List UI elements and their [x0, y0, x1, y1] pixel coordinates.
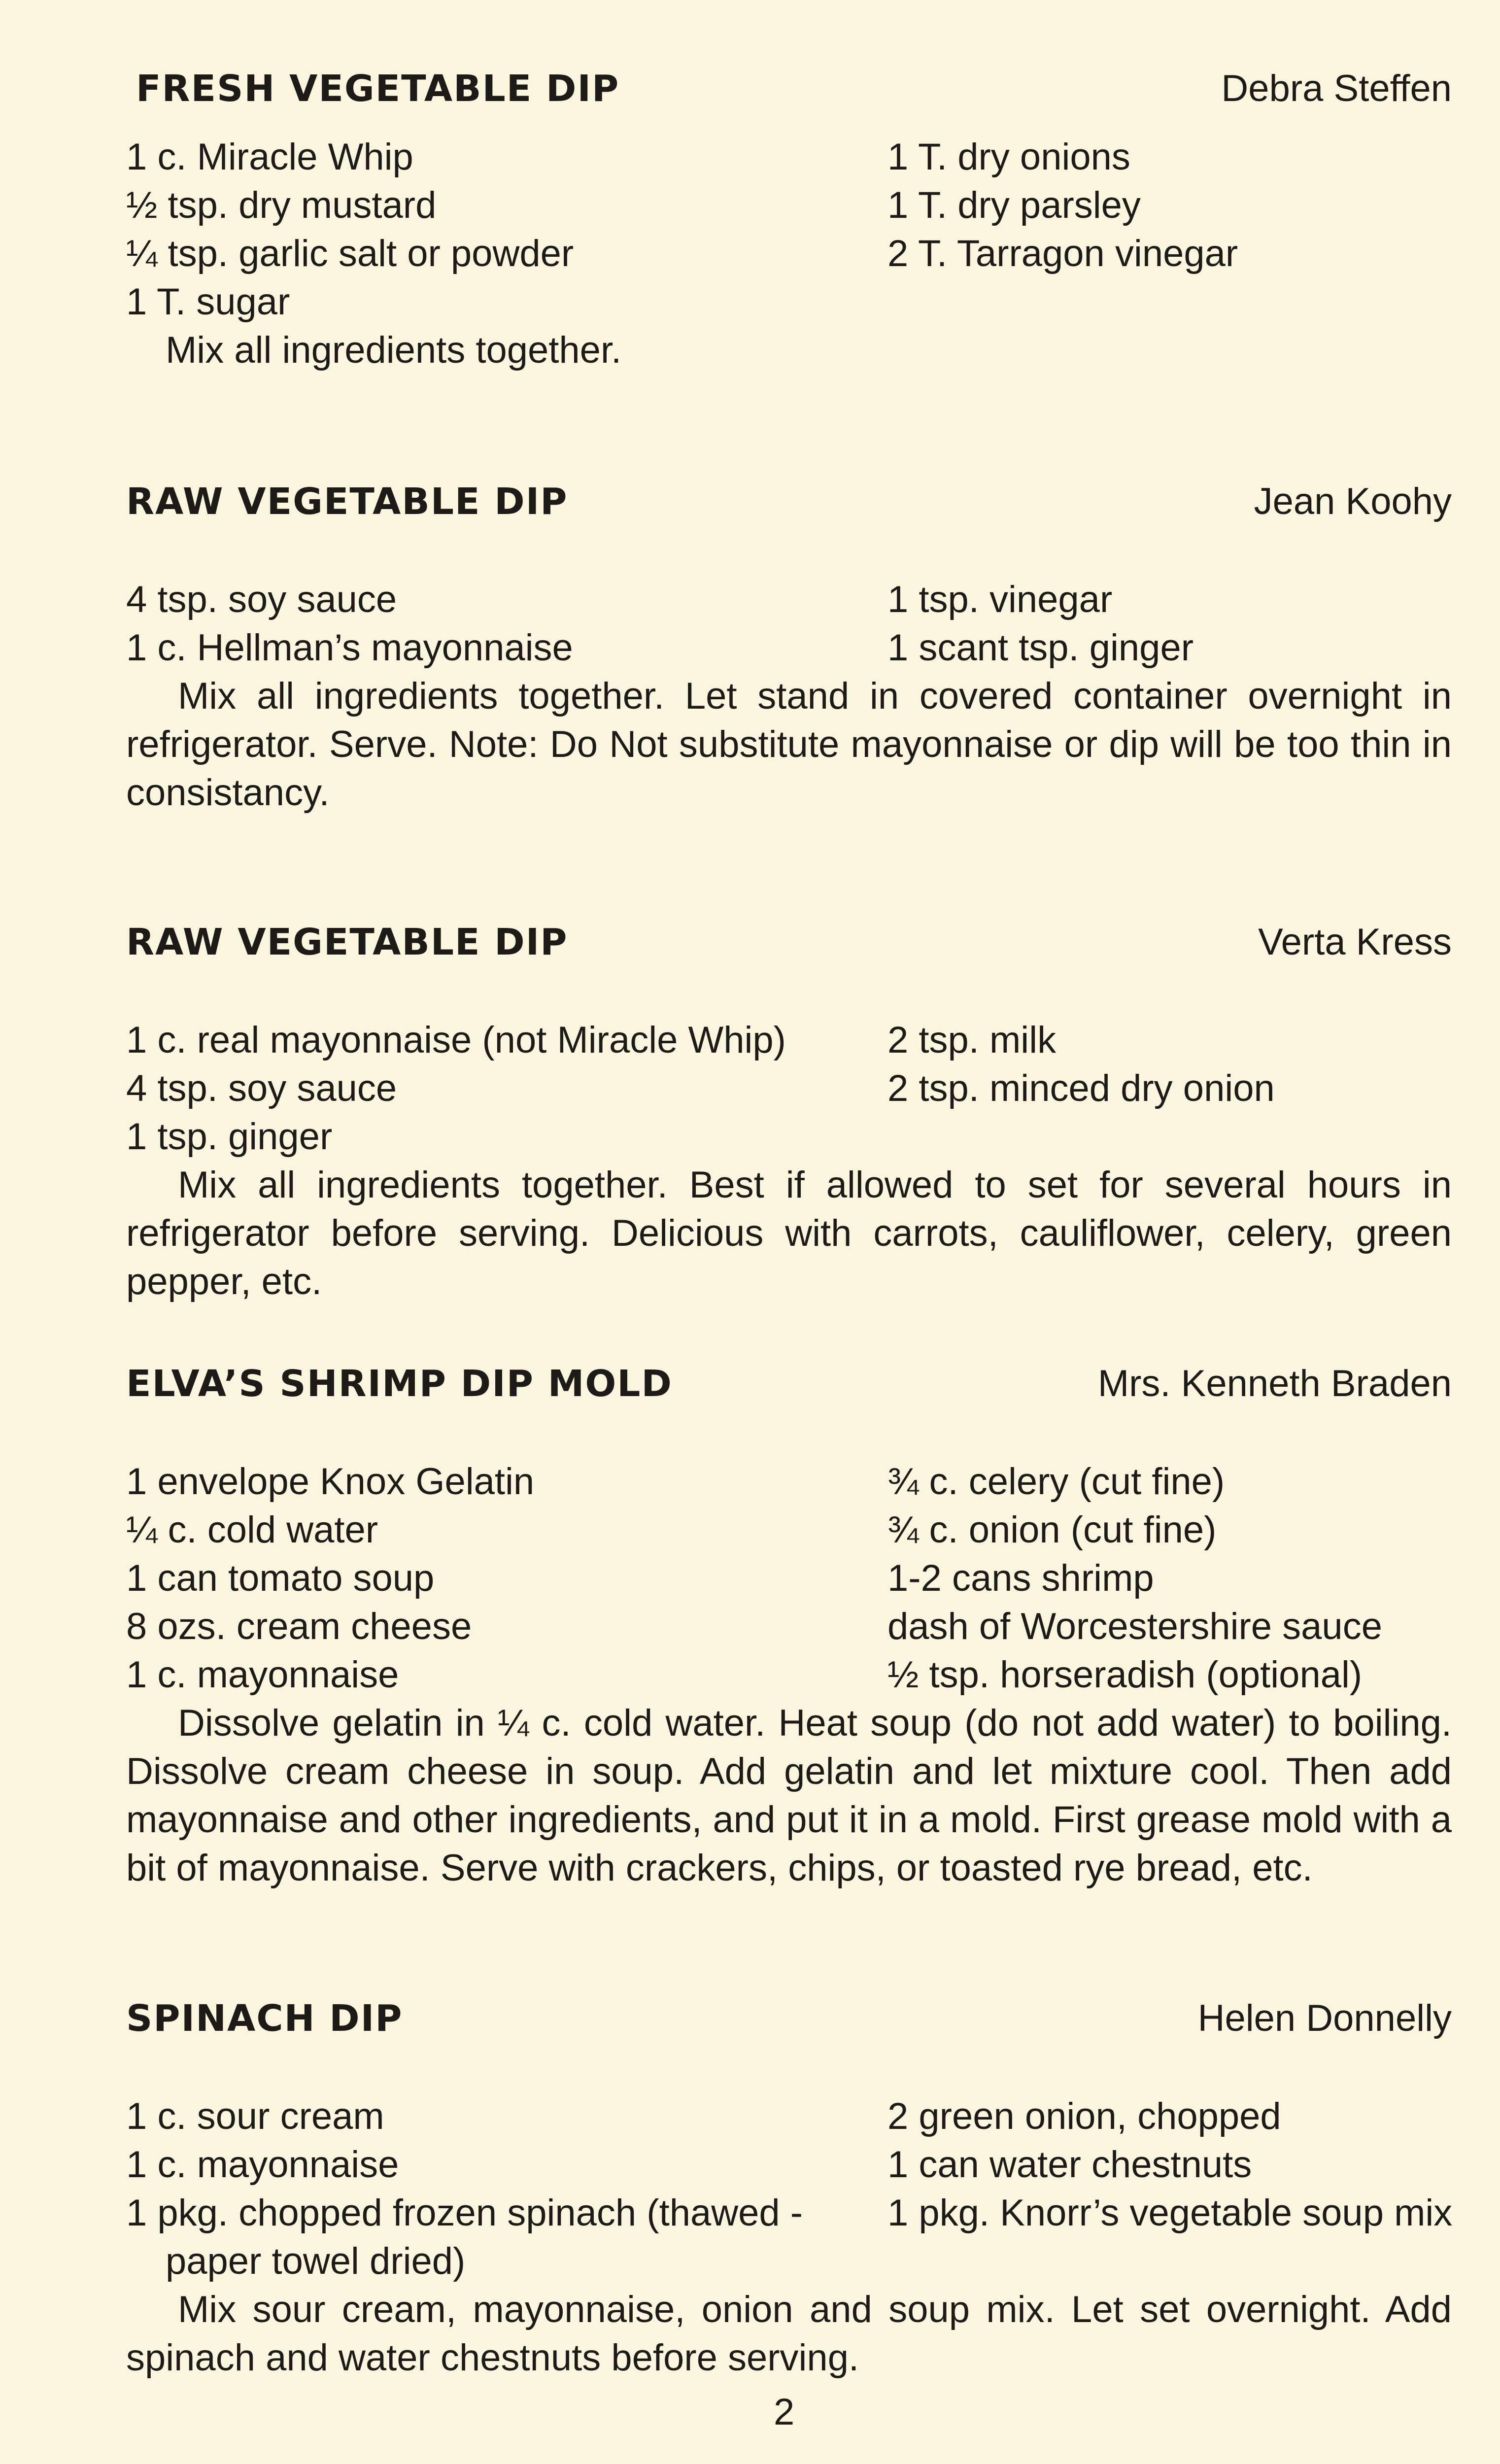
- ingredient: 2 tsp. milk: [887, 1019, 1057, 1061]
- ingredient: 1-2 cans shrimp: [887, 1557, 1154, 1599]
- recipe-author: Debra Steffen: [1221, 68, 1452, 109]
- ingredient: dash of Worcestershire sauce: [887, 1606, 1382, 1647]
- recipe-title: RAW VEGETABLE DIP: [126, 480, 568, 523]
- recipe-author: Helen Donnelly: [1197, 1997, 1452, 2039]
- recipe-method: Mix all ingredients together. Best if allowed to set for several hours in refrigerator before serving. Delicious with carrots, cauliflower, celery, green pepper, etc.: [126, 1164, 1452, 1302]
- ingredient: 1 pkg. chopped frozen spinach (thawed -: [126, 2192, 803, 2234]
- ingredient: ½ tsp. horseradish (optional): [887, 1654, 1363, 1696]
- ingredient: paper towel dried): [166, 2240, 466, 2282]
- ingredient: ½ tsp. dry mustard: [126, 184, 437, 226]
- recipe-title: RAW VEGETABLE DIP: [126, 921, 568, 963]
- ingredient: 1 envelope Knox Gelatin: [126, 1461, 535, 1503]
- ingredients-left: [126, 2092, 803, 2286]
- ingredient: 1 T. sugar: [126, 281, 290, 323]
- ingredient: 1 tsp. ginger: [126, 1116, 333, 1158]
- ingredient: ¼ c. cold water: [126, 1509, 378, 1551]
- recipe-author: Jean Koohy: [1254, 480, 1452, 522]
- recipe-title: ELVA’S SHRIMP DIP MOLD: [126, 1363, 673, 1405]
- ingredient: 1 pkg. Knorr’s vegetable soup mix: [887, 2192, 1453, 2234]
- page-number: 2: [774, 2391, 795, 2433]
- ingredient: 2 green onion, chopped: [887, 2095, 1281, 2137]
- ingredients-right: [887, 1458, 1382, 1699]
- ingredient: 4 tsp. soy sauce: [126, 1067, 397, 1109]
- ingredients-left: [126, 1458, 534, 1699]
- recipe-method: Dissolve gelatin in ¼ c. cold water. Heat soup (do not add water) to boiling. Dissolve cream cheese in soup. Add gelatin and let mixture cool. Then add mayonnaise and other ingredients, and put it in a mold. First grease mold with a bit of mayonnaise. Serve with crackers, chips, or toasted rye bread, etc.: [126, 1702, 1452, 1889]
- ingredients-right: [887, 2092, 1452, 2237]
- ingredient: 1 c. Hellman’s mayonnaise: [126, 627, 573, 669]
- ingredient: 1 T. dry onions: [887, 136, 1130, 178]
- ingredients-right: [887, 133, 1238, 278]
- ingredients-right: [887, 1016, 1275, 1113]
- ingredient: 1 T. dry parsley: [887, 184, 1141, 226]
- ingredient: 1 c. mayonnaise: [126, 1654, 399, 1696]
- ingredient: 1 c. real mayonnaise (not Miracle Whip): [126, 1019, 786, 1061]
- ingredient: ¼ tsp. garlic salt or powder: [126, 233, 574, 274]
- ingredients-left: [126, 1016, 786, 1161]
- recipe-title: FRESH VEGETABLE DIP: [136, 68, 620, 110]
- ingredient: 1 c. mayonnaise: [126, 2144, 399, 2186]
- ingredient: 1 can tomato soup: [126, 1557, 435, 1599]
- ingredient: ¾ c. celery (cut fine): [887, 1461, 1225, 1503]
- ingredient: 1 can water chestnuts: [887, 2144, 1252, 2186]
- ingredient: 1 scant tsp. ginger: [887, 627, 1194, 669]
- ingredient: 1 c. sour cream: [126, 2095, 384, 2137]
- ingredient: ¾ c. onion (cut fine): [887, 1509, 1217, 1551]
- ingredients-right: [887, 576, 1193, 672]
- ingredient: 1 tsp. vinegar: [887, 579, 1113, 620]
- recipe-title: SPINACH DIP: [126, 1997, 403, 2040]
- ingredient: 2 tsp. minced dry onion: [887, 1067, 1275, 1109]
- ingredient: 2 T. Tarragon vinegar: [887, 233, 1238, 274]
- recipe-method: Mix all ingredients together. Let stand in covered container overnight in refrigerator. Serve. Note: Do Not substitute mayonnaise or dip will be too thin in consistancy.: [126, 675, 1452, 814]
- recipe-author: Verta Kress: [1258, 921, 1452, 963]
- recipe-author: Mrs. Kenneth Braden: [1097, 1363, 1452, 1404]
- ingredient: 1 c. Miracle Whip: [126, 136, 413, 178]
- ingredient: 4 tsp. soy sauce: [126, 579, 397, 620]
- recipe-method: Mix sour cream, mayonnaise, onion and soup mix. Let set overnight. Add spinach and water chestnuts before serving.: [126, 2289, 1452, 2379]
- ingredients-left: [126, 576, 573, 672]
- ingredient: 8 ozs. cream cheese: [126, 1606, 472, 1647]
- ingredients-left: [126, 133, 621, 375]
- recipe-method: Mix all ingredients together.: [166, 329, 622, 371]
